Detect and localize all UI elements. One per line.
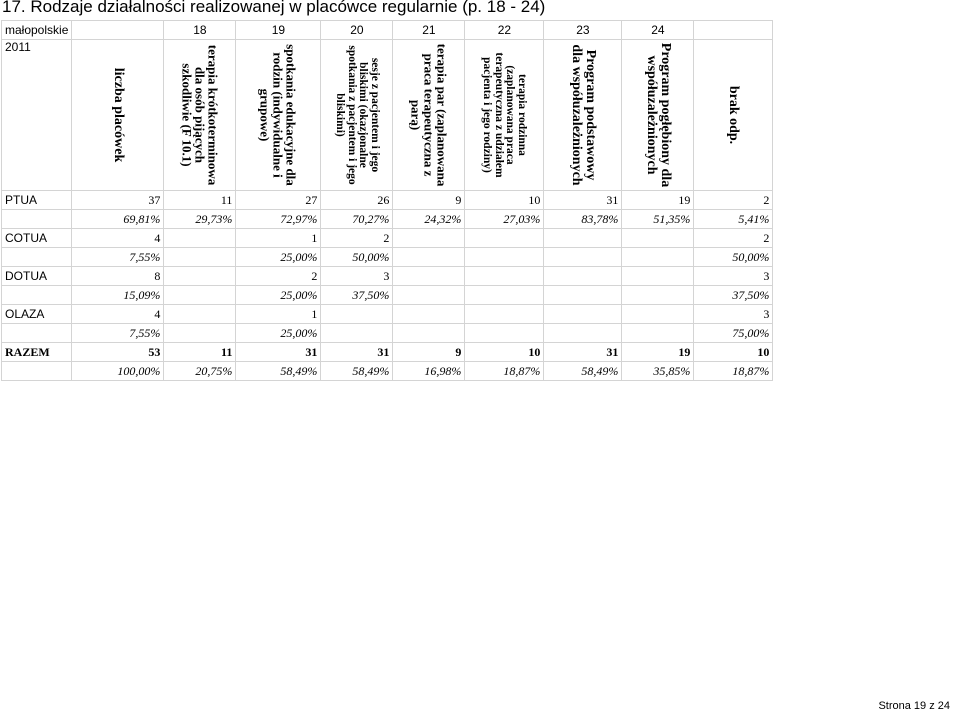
percent-cell: 37,50% xyxy=(321,286,393,305)
header-c24: Program pogłębiony dla współuzależnionych xyxy=(643,42,673,188)
count-cell xyxy=(465,267,544,286)
count-cell: 2 xyxy=(236,267,321,286)
row-label: DOTUA xyxy=(2,267,72,286)
count-cell xyxy=(622,305,694,324)
percent-cell xyxy=(465,324,544,343)
count-cell xyxy=(164,229,236,248)
count-cell xyxy=(544,305,622,324)
activities-table xyxy=(1,20,773,381)
count-cell: 31 xyxy=(544,191,622,210)
percent-cell: 18,87% xyxy=(694,362,773,381)
percent-cell: 70,27% xyxy=(321,210,393,229)
percent-cell xyxy=(393,286,465,305)
count-cell: 27 xyxy=(236,191,321,210)
count-cell xyxy=(465,229,544,248)
percent-cell: 27,03% xyxy=(465,210,544,229)
percent-cell: 24,32% xyxy=(393,210,465,229)
col-number: 19 xyxy=(236,21,321,40)
percent-cell: 20,75% xyxy=(164,362,236,381)
count-cell: 31 xyxy=(321,343,393,362)
count-cell xyxy=(164,305,236,324)
count-cell: 10 xyxy=(465,191,544,210)
count-cell: 1 xyxy=(236,229,321,248)
percent-cell: 100,00% xyxy=(72,362,164,381)
count-cell: 11 xyxy=(164,343,236,362)
count-cell xyxy=(622,267,694,286)
col-number: 18 xyxy=(164,21,236,40)
count-cell: 3 xyxy=(694,267,773,286)
table-row xyxy=(2,229,773,248)
percent-cell: 37,50% xyxy=(694,286,773,305)
header-none: brak odp. xyxy=(726,85,742,145)
count-cell: 53 xyxy=(72,343,164,362)
count-cell: 8 xyxy=(72,267,164,286)
table-row xyxy=(2,305,773,324)
percent-cell xyxy=(164,286,236,305)
count-cell: 1 xyxy=(236,305,321,324)
header-count: liczba placówek xyxy=(110,67,126,163)
col-number: 24 xyxy=(622,21,694,40)
table-row-percent xyxy=(2,286,773,305)
percent-cell: 18,87% xyxy=(465,362,544,381)
percent-cell: 25,00% xyxy=(236,248,321,267)
count-cell xyxy=(164,267,236,286)
table-row-percent xyxy=(2,362,773,381)
count-cell: 37 xyxy=(72,191,164,210)
percent-cell: 7,55% xyxy=(72,324,164,343)
percent-cell: 51,35% xyxy=(622,210,694,229)
column-numbers-row xyxy=(2,21,773,40)
percent-cell: 72,97% xyxy=(236,210,321,229)
count-cell: 2 xyxy=(694,191,773,210)
percent-cell: 58,49% xyxy=(544,362,622,381)
count-cell: 10 xyxy=(465,343,544,362)
percent-cell xyxy=(393,248,465,267)
percent-cell xyxy=(393,324,465,343)
percent-cell xyxy=(164,248,236,267)
table-row-percent xyxy=(2,210,773,229)
count-cell xyxy=(393,305,465,324)
col-number: 21 xyxy=(393,21,465,40)
count-cell: 3 xyxy=(694,305,773,324)
percent-cell: 75,00% xyxy=(694,324,773,343)
count-cell xyxy=(544,229,622,248)
header-row xyxy=(2,40,773,191)
count-cell: 2 xyxy=(321,229,393,248)
percent-cell xyxy=(321,324,393,343)
count-cell: 3 xyxy=(321,267,393,286)
count-cell xyxy=(393,229,465,248)
percent-cell: 58,49% xyxy=(236,362,321,381)
table-body xyxy=(2,191,773,381)
header-c20: sesje z pacjentem i jego bliskimi (okazjonalne spotkania z pacjentem i jego bliskimi) xyxy=(334,45,381,185)
count-cell xyxy=(393,267,465,286)
header-c19: spotkania edukacyjne dla rodzin (indywidualne i grupowe) xyxy=(257,44,299,186)
percent-cell: 58,49% xyxy=(321,362,393,381)
table-row xyxy=(2,191,773,210)
count-cell: 19 xyxy=(622,191,694,210)
col-number: 23 xyxy=(544,21,622,40)
count-cell: 4 xyxy=(72,229,164,248)
percent-cell xyxy=(622,324,694,343)
count-cell: 11 xyxy=(164,191,236,210)
page-footer: Strona 19 z 24 xyxy=(878,700,950,712)
percent-cell: 7,55% xyxy=(72,248,164,267)
percent-cell: 5,41% xyxy=(694,210,773,229)
count-cell: 4 xyxy=(72,305,164,324)
count-cell xyxy=(622,229,694,248)
percent-cell: 25,00% xyxy=(236,286,321,305)
percent-cell: 50,00% xyxy=(694,248,773,267)
percent-cell xyxy=(465,286,544,305)
region-label: małopolskie xyxy=(2,21,72,40)
count-cell xyxy=(321,305,393,324)
percent-cell: 15,09% xyxy=(72,286,164,305)
percent-cell xyxy=(622,286,694,305)
header-c21: terapia par (zaplanowana praca terapeutyczna z parą) xyxy=(408,43,450,187)
table-row-percent xyxy=(2,324,773,343)
page-title: 17. Rodzaje działalności realizowanej w placówce regularnie (p. 18 - 24) xyxy=(2,0,852,17)
table-row xyxy=(2,267,773,286)
percent-cell: 35,85% xyxy=(622,362,694,381)
percent-cell: 69,81% xyxy=(72,210,164,229)
count-cell: 26 xyxy=(321,191,393,210)
row-label: RAZEM xyxy=(2,343,72,362)
header-c22: terapia rodzinna (zaplanowana praca terapeutyczna z udziałem pacjenta i jego rodziny) xyxy=(481,52,529,178)
table-row xyxy=(2,343,773,362)
count-cell: 31 xyxy=(544,343,622,362)
count-cell: 9 xyxy=(393,191,465,210)
count-cell xyxy=(465,305,544,324)
col-number: 20 xyxy=(321,21,393,40)
header-c23: Program podstawowy dla współuzależnionych xyxy=(568,44,598,186)
percent-cell xyxy=(544,248,622,267)
percent-cell: 29,73% xyxy=(164,210,236,229)
header-c18: terapia krótkoterminowa dla osób pijących szkodliwie (F 10.1) xyxy=(179,44,221,186)
percent-cell xyxy=(465,248,544,267)
percent-cell: 25,00% xyxy=(236,324,321,343)
count-cell: 31 xyxy=(236,343,321,362)
count-cell: 19 xyxy=(622,343,694,362)
table-row-percent xyxy=(2,248,773,267)
percent-cell xyxy=(622,248,694,267)
count-cell: 2 xyxy=(694,229,773,248)
percent-cell xyxy=(544,286,622,305)
count-cell: 9 xyxy=(393,343,465,362)
count-cell: 10 xyxy=(694,343,773,362)
percent-cell: 16,98% xyxy=(393,362,465,381)
count-cell xyxy=(544,267,622,286)
year-label: 2011 xyxy=(2,40,72,191)
percent-cell: 83,78% xyxy=(544,210,622,229)
col-number: 22 xyxy=(465,21,544,40)
percent-cell: 50,00% xyxy=(321,248,393,267)
row-label: PTUA xyxy=(2,191,72,210)
row-label: COTUA xyxy=(2,229,72,248)
row-label: OLAZA xyxy=(2,305,72,324)
percent-cell xyxy=(544,324,622,343)
percent-cell xyxy=(164,324,236,343)
